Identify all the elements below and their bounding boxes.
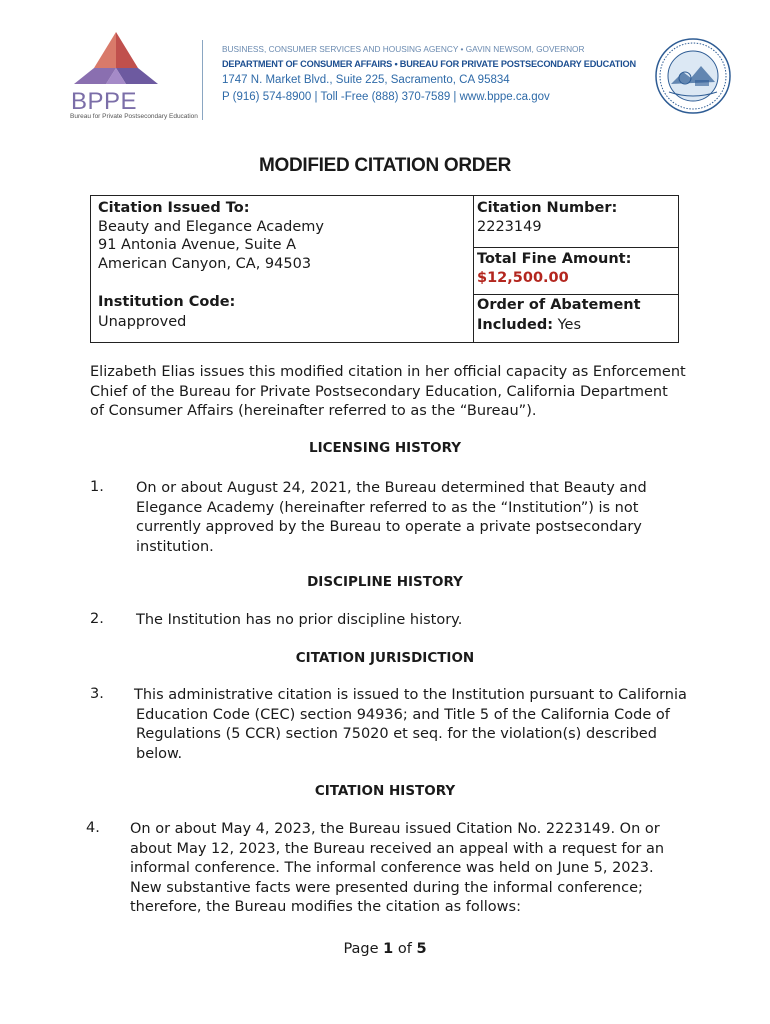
item-line: New substantive facts were presented during the informal conference; [130, 879, 643, 896]
page-indicator [0, 941, 770, 957]
citation-number-value: 2223149 [477, 219, 542, 235]
header-divider [202, 40, 203, 120]
contact-line: P (916) 574-8900 | Toll -Free (888) 370-7589 | www.bppe.ca.gov [222, 91, 550, 103]
item-line: Elegance Academy (hereinafter referred to as the “Institution”) is not [136, 499, 639, 516]
department-line: DEPARTMENT OF CONSUMER AFFAIRS • BUREAU FOR PRIVATE POSTSECONDARY EDUCATION [222, 59, 636, 69]
issued-to-label: Citation Issued To: [98, 200, 250, 216]
institution-code-label: Institution Code: [98, 294, 236, 310]
agency-line: BUSINESS, CONSUMER SERVICES AND HOUSING AGENCY • GAVIN NEWSOM, GOVERNOR [222, 44, 585, 54]
item-line: institution. [136, 538, 214, 555]
state-seal-icon [655, 38, 731, 114]
issued-to-address1: 91 Antonia Avenue, Suite A [98, 237, 297, 253]
item-number: 3. [90, 686, 104, 702]
item-line: On or about August 24, 2021, the Bureau determined that Beauty and [136, 480, 647, 496]
item-line: therefore, the Bureau modifies the citation as follows: [130, 899, 521, 915]
item-line: below. [136, 745, 183, 762]
total-fine-label: Total Fine Amount: [477, 251, 632, 267]
intro-line: of Consumer Affairs (hereinafter referred to as the “Bureau”). [90, 403, 537, 419]
logo-wordmark: BPPE [71, 88, 138, 115]
abatement-included-label: Included: [477, 317, 553, 333]
intro-line: Chief of the Bureau for Private Postsecondary Education, California Department [90, 383, 668, 400]
item-line: informal conference. The informal conference was held on June 5, 2023. [130, 860, 654, 876]
discipline-history-heading: DISCIPLINE HISTORY [307, 574, 463, 590]
issued-to-name: Beauty and Elegance Academy [98, 219, 324, 235]
item-text [136, 479, 696, 557]
item-number: 1. [90, 479, 104, 495]
page-label: Page [343, 941, 379, 957]
institution-code-value: Unapproved [98, 314, 187, 330]
issued-to-address2: American Canyon, CA, 94503 [98, 256, 312, 272]
intro-paragraph [90, 363, 690, 422]
item-line: about May 12, 2023, the Bureau received an appeal with a request for an [130, 840, 665, 857]
item-number: 2. [90, 611, 104, 627]
item-line: The Institution has no prior discipline history. [136, 612, 463, 628]
citation-number-label: Citation Number: [477, 200, 618, 216]
abatement-label: Order of Abatement [477, 297, 641, 313]
citation-table [90, 195, 679, 343]
item-text [136, 611, 696, 631]
item-text [134, 686, 704, 764]
table-divider [473, 196, 474, 342]
item-line: Regulations (5 CCR) section 75020 et seq. for the violation(s) described [136, 726, 657, 742]
page-total: 5 [416, 941, 427, 957]
licensing-history-heading: LICENSING HISTORY [308, 440, 462, 456]
item-text [130, 820, 710, 918]
total-fine-value: $12,500.00 [477, 270, 569, 286]
logo-subtext: Bureau for Private Postsecondary Education [70, 113, 198, 120]
table-divider [473, 294, 678, 295]
address-line: 1747 N. Market Blvd., Suite 225, Sacramento, CA 95834 [222, 74, 510, 86]
item-line: On or about May 4, 2023, the Bureau issued Citation No. 2223149. On or [130, 821, 660, 837]
item-line: This administrative citation is issued to the Institution pursuant to California [134, 687, 687, 703]
table-divider [473, 247, 678, 248]
abatement-value: Yes [557, 317, 582, 333]
citation-jurisdiction-heading: CITATION JURISDICTION [295, 650, 475, 666]
page-of-label: of [397, 941, 412, 957]
item-line: currently approved by the Bureau to operate a private postsecondary [136, 519, 642, 535]
page-current: 1 [383, 941, 394, 957]
intro-line: Elizabeth Elias issues this modified citation in her official capacity as Enforcement [90, 364, 686, 380]
item-number: 4. [86, 820, 100, 836]
page-title: MODIFIED CITATION ORDER [258, 155, 512, 176]
citation-history-heading: CITATION HISTORY [314, 783, 456, 799]
item-line: Education Code (CEC) section 94936; and Title 5 of the California Code of [136, 706, 670, 723]
